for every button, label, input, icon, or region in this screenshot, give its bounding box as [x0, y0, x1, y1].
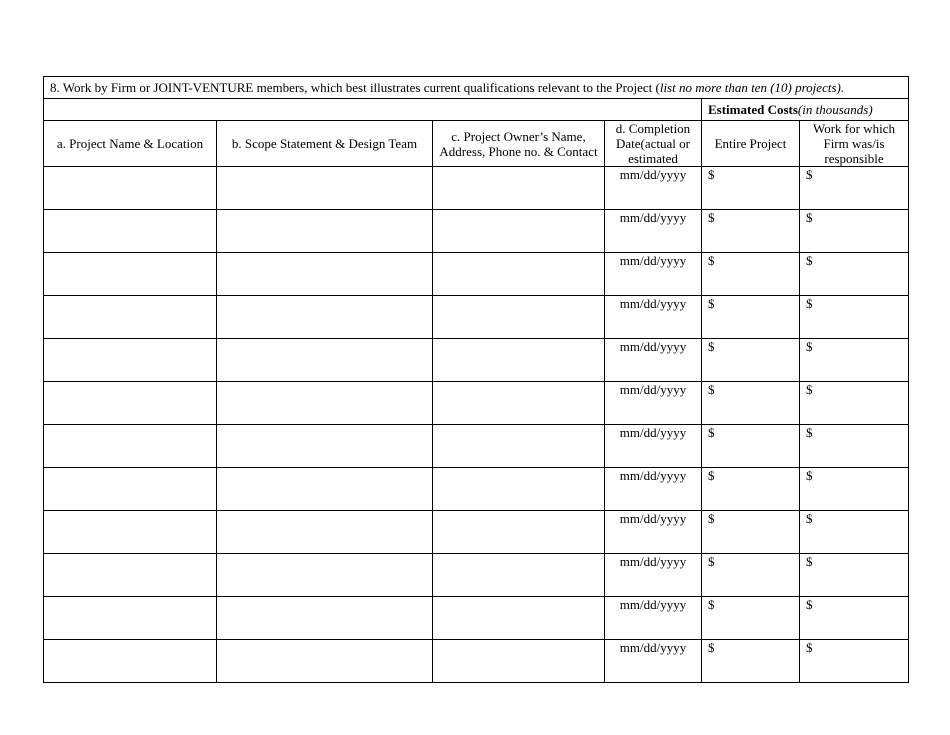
section-title-text: Work by Firm or JOINT-VENTURE members, which best illustrates current qualifications relevant to the Project ( [62, 80, 660, 95]
estimated-costs-note: (in thousands) [797, 102, 873, 117]
owner-field[interactable] [433, 554, 605, 597]
completion-date-field[interactable] [605, 640, 702, 683]
project-name-field[interactable] [44, 597, 217, 640]
entire-project-cost-field[interactable] [702, 468, 800, 511]
completion-date-field[interactable] [605, 554, 702, 597]
project-name-field[interactable] [44, 511, 217, 554]
completion-date-field-value: mm/dd/yyyy [619, 468, 687, 483]
owner-field[interactable] [433, 597, 605, 640]
entire-project-cost-field-value: $ [708, 253, 715, 268]
entire-project-cost-field[interactable] [702, 167, 800, 210]
completion-date-field[interactable] [605, 468, 702, 511]
table-row [44, 425, 909, 468]
scope-field[interactable] [217, 253, 433, 296]
completion-date-field-value: mm/dd/yyyy [619, 210, 687, 225]
section-title [44, 77, 909, 99]
firm-cost-field[interactable] [800, 296, 909, 339]
firm-cost-field-value: $ [806, 640, 813, 655]
firm-cost-field[interactable] [800, 382, 909, 425]
firm-cost-field[interactable] [800, 468, 909, 511]
entire-project-cost-field[interactable] [702, 382, 800, 425]
entire-project-cost-field-value: $ [708, 554, 715, 569]
completion-date-field[interactable] [605, 210, 702, 253]
project-name-field[interactable] [44, 382, 217, 425]
section-title-row [44, 77, 909, 99]
firm-cost-field-value: $ [806, 468, 813, 483]
firm-cost-field-value: $ [806, 425, 813, 440]
table-row [44, 296, 909, 339]
completion-date-field-value: mm/dd/yyyy [619, 382, 687, 397]
owner-field[interactable] [433, 640, 605, 683]
firm-cost-field-value: $ [806, 382, 813, 397]
section-number: 8. [50, 80, 60, 95]
completion-date-field-value: mm/dd/yyyy [619, 425, 687, 440]
firm-cost-field[interactable] [800, 511, 909, 554]
completion-date-field-value: mm/dd/yyyy [619, 253, 687, 268]
firm-cost-field[interactable] [800, 554, 909, 597]
completion-date-field[interactable] [605, 425, 702, 468]
table-row [44, 640, 909, 683]
col-header-entire-project: Entire Project [702, 121, 800, 167]
completion-date-field-value: mm/dd/yyyy [619, 511, 687, 526]
scope-field[interactable] [217, 468, 433, 511]
estimated-costs-header [702, 99, 909, 121]
project-name-field[interactable] [44, 253, 217, 296]
completion-date-field-value: mm/dd/yyyy [619, 640, 687, 655]
entire-project-cost-field-value: $ [708, 597, 715, 612]
firm-cost-field[interactable] [800, 167, 909, 210]
entire-project-cost-field-value: $ [708, 167, 715, 182]
firm-cost-field[interactable] [800, 640, 909, 683]
entire-project-cost-field-value: $ [708, 511, 715, 526]
project-name-field[interactable] [44, 296, 217, 339]
firm-cost-field[interactable] [800, 597, 909, 640]
completion-date-field-value: mm/dd/yyyy [619, 167, 687, 182]
owner-field[interactable] [433, 339, 605, 382]
firm-cost-field-value: $ [806, 210, 813, 225]
owner-field[interactable] [433, 511, 605, 554]
owner-field[interactable] [433, 210, 605, 253]
table-row [44, 597, 909, 640]
table-row [44, 167, 909, 210]
table-row [44, 554, 909, 597]
entire-project-cost-field-value: $ [708, 296, 715, 311]
owner-field[interactable] [433, 382, 605, 425]
completion-date-field-value: mm/dd/yyyy [619, 597, 687, 612]
table-row [44, 253, 909, 296]
project-name-field[interactable] [44, 210, 217, 253]
column-header-row [44, 121, 909, 167]
col-header-firm-work: Work for which Firm was/is responsible [800, 121, 909, 167]
firm-cost-field-value: $ [806, 167, 813, 182]
completion-date-field-value: mm/dd/yyyy [619, 296, 687, 311]
project-rows [44, 167, 909, 683]
scope-field[interactable] [217, 554, 433, 597]
entire-project-cost-field[interactable] [702, 640, 800, 683]
project-name-field[interactable] [44, 554, 217, 597]
completion-date-field-value: mm/dd/yyyy [619, 339, 687, 354]
firm-cost-field-value: $ [806, 554, 813, 569]
entire-project-cost-field-value: $ [708, 339, 715, 354]
completion-date-field[interactable] [605, 296, 702, 339]
firm-cost-field-value: $ [806, 253, 813, 268]
col-header-owner: c. Project Owner’s Name, Address, Phone no. & Contact [433, 121, 605, 167]
col-header-scope: b. Scope Statement & Design Team [217, 121, 433, 167]
scope-field[interactable] [217, 597, 433, 640]
table-row [44, 210, 909, 253]
table-row [44, 382, 909, 425]
entire-project-cost-field[interactable] [702, 339, 800, 382]
section-title-note: list no more than ten (10) projects). [659, 80, 845, 95]
entire-project-cost-field-value: $ [708, 382, 715, 397]
entire-project-cost-field[interactable] [702, 597, 800, 640]
scope-field[interactable] [217, 511, 433, 554]
scope-field[interactable] [217, 210, 433, 253]
firm-cost-field-value: $ [806, 339, 813, 354]
scope-field[interactable] [217, 296, 433, 339]
entire-project-cost-field[interactable] [702, 296, 800, 339]
firm-cost-field[interactable] [800, 425, 909, 468]
owner-field[interactable] [433, 253, 605, 296]
completion-date-field[interactable] [605, 253, 702, 296]
entire-project-cost-field-value: $ [708, 425, 715, 440]
col-header-project-name: a. Project Name & Location [44, 121, 217, 167]
firm-cost-field[interactable] [800, 339, 909, 382]
table-row [44, 511, 909, 554]
entire-project-cost-field[interactable] [702, 554, 800, 597]
owner-field[interactable] [433, 167, 605, 210]
estimated-costs-label: Estimated Costs [708, 102, 798, 117]
scope-field[interactable] [217, 382, 433, 425]
entire-project-cost-field-value: $ [708, 640, 715, 655]
completion-date-field[interactable] [605, 339, 702, 382]
entire-project-cost-field[interactable] [702, 253, 800, 296]
firm-cost-field-value: $ [806, 511, 813, 526]
qualifications-table [43, 76, 909, 683]
completion-date-field[interactable] [605, 511, 702, 554]
project-name-field[interactable] [44, 425, 217, 468]
col-header-completion-date: d. Completion Date(actual or estimated [605, 121, 702, 167]
firm-cost-field-value: $ [806, 597, 813, 612]
table-row [44, 339, 909, 382]
table-row [44, 468, 909, 511]
scope-field[interactable] [217, 640, 433, 683]
firm-cost-field[interactable] [800, 210, 909, 253]
scope-field[interactable] [217, 167, 433, 210]
completion-date-field[interactable] [605, 382, 702, 425]
entire-project-cost-field[interactable] [702, 210, 800, 253]
scope-field[interactable] [217, 339, 433, 382]
entire-project-cost-field-value: $ [708, 468, 715, 483]
owner-field[interactable] [433, 296, 605, 339]
firm-cost-field-value: $ [806, 296, 813, 311]
entire-project-cost-field[interactable] [702, 425, 800, 468]
project-name-field[interactable] [44, 640, 217, 683]
scope-field[interactable] [217, 425, 433, 468]
owner-field[interactable] [433, 425, 605, 468]
completion-date-field[interactable] [605, 167, 702, 210]
completion-date-field[interactable] [605, 597, 702, 640]
estimated-costs-row [44, 99, 909, 121]
entire-project-cost-field[interactable] [702, 511, 800, 554]
project-name-field[interactable] [44, 167, 217, 210]
firm-cost-field[interactable] [800, 253, 909, 296]
estimated-costs-spacer [44, 99, 702, 121]
project-name-field[interactable] [44, 468, 217, 511]
entire-project-cost-field-value: $ [708, 210, 715, 225]
completion-date-field-value: mm/dd/yyyy [619, 554, 687, 569]
project-name-field[interactable] [44, 339, 217, 382]
owner-field[interactable] [433, 468, 605, 511]
